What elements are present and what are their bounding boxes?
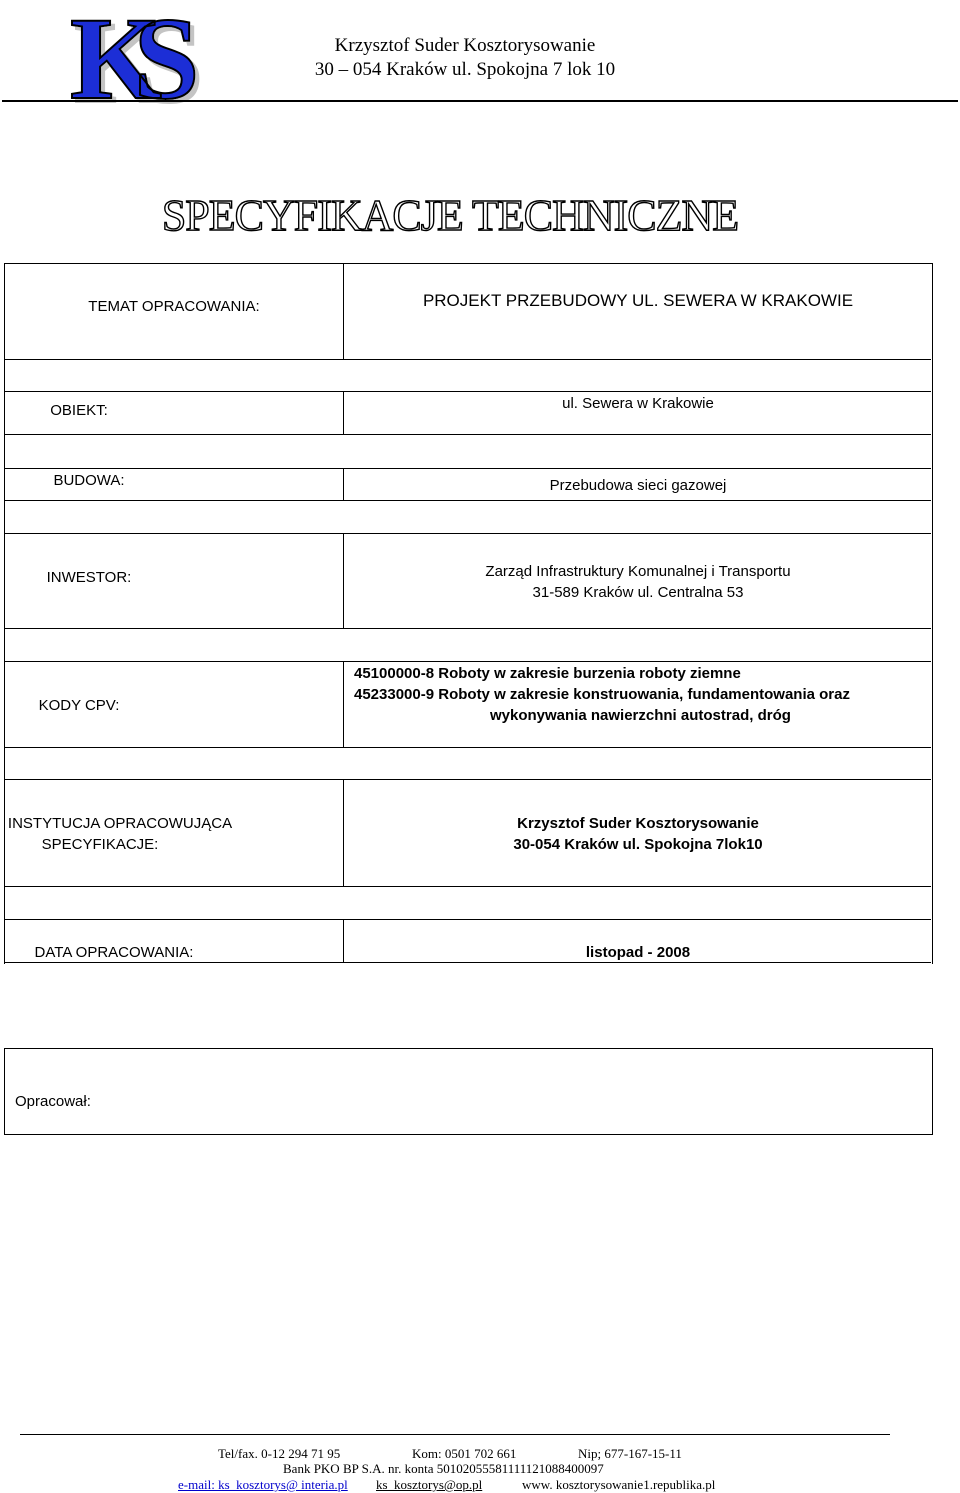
column-divider bbox=[343, 779, 344, 886]
prepared-by-box bbox=[4, 1048, 933, 1135]
row-divider bbox=[4, 779, 931, 780]
footer-bank: Bank PKO BP S.A. nr. konta 50102055581111121088400097 bbox=[283, 1461, 604, 1476]
row-divider bbox=[4, 533, 931, 534]
instytucja-value bbox=[345, 813, 931, 855]
inwestor-line-2: 31-589 Kraków ul. Centralna 53 bbox=[532, 584, 744, 601]
footer-www[interactable]: www. kosztorysowanie1.republika.pl bbox=[522, 1477, 716, 1492]
inwestor-value bbox=[345, 561, 931, 603]
company-name: Krzysztof Suder Kosztorysowanie bbox=[334, 35, 596, 56]
instytucja-value-line-2: 30-054 Kraków ul. Spokojna 7lok10 bbox=[513, 836, 763, 853]
kody-line-1: 45100000-8 Roboty w zakresie burzenia roboty ziemne bbox=[354, 665, 741, 682]
obiekt-label: OBIEKT: bbox=[50, 402, 108, 419]
column-divider bbox=[343, 533, 344, 628]
row-divider bbox=[4, 919, 931, 920]
row-divider bbox=[4, 500, 931, 501]
column-divider bbox=[343, 919, 344, 962]
budowa-label: BUDOWA: bbox=[53, 472, 125, 489]
obiekt-value: ul. Sewera w Krakowie bbox=[562, 395, 714, 412]
footer-rule bbox=[20, 1434, 890, 1435]
footer-email-1[interactable]: e-mail: ks_kosztorys@ interia.pl bbox=[178, 1477, 348, 1492]
instytucja-line-1: INSTYTUCJA OPRACOWUJĄCA bbox=[7, 815, 233, 832]
data-label: DATA OPRACOWANIA: bbox=[34, 944, 194, 961]
footer-tel: Tel/fax. 0-12 294 71 95 bbox=[218, 1446, 341, 1461]
logo-letters: KS bbox=[70, 2, 172, 110]
company-header bbox=[300, 34, 630, 82]
footer-nip: Nip; 677-167-15-11 bbox=[578, 1446, 682, 1461]
document-title: SPECYFIKACJE TECHNICZNE bbox=[161, 191, 739, 240]
row-divider bbox=[4, 391, 931, 392]
temat-value: PROJEKT PRZEBUDOWY UL. SEWERA W KRAKOWIE bbox=[422, 291, 854, 310]
row-divider bbox=[4, 628, 931, 629]
kody-value bbox=[354, 663, 931, 726]
header-rule bbox=[2, 100, 958, 102]
row-divider bbox=[4, 359, 931, 360]
temat-label: TEMAT OPRACOWANIA: bbox=[88, 298, 260, 315]
footer-email-2[interactable] bbox=[354, 1477, 482, 1493]
info-table bbox=[4, 263, 933, 964]
row-divider bbox=[4, 747, 931, 748]
footer-kom: Kom: 0501 702 661 bbox=[412, 1446, 517, 1461]
footer-email-2-text: ks_kosztorys@op.pl bbox=[376, 1477, 483, 1492]
row-divider bbox=[4, 468, 931, 469]
column-divider bbox=[343, 468, 344, 500]
column-divider bbox=[343, 391, 344, 434]
kody-label: KODY CPV: bbox=[38, 697, 120, 714]
inwestor-line-1: Zarząd Infrastruktury Komunalnej i Transportu bbox=[485, 563, 791, 580]
inwestor-label: INWESTOR: bbox=[46, 569, 132, 586]
budowa-value: Przebudowa sieci gazowej bbox=[549, 477, 727, 494]
company-logo bbox=[62, 2, 242, 110]
company-address: 30 – 054 Kraków ul. Spokojna 7 lok 10 bbox=[314, 59, 616, 80]
column-divider bbox=[343, 263, 344, 359]
row-divider bbox=[4, 661, 931, 662]
kody-line-3: wykonywania nawierzchni autostrad, dróg bbox=[490, 707, 791, 724]
column-divider bbox=[343, 661, 344, 747]
instytucja-value-line-1: Krzysztof Suder Kosztorysowanie bbox=[517, 815, 759, 832]
row-divider bbox=[4, 434, 931, 435]
instytucja-line-2: SPECYFIKACJE: bbox=[41, 836, 159, 853]
kody-line-2: 45233000-9 Roboty w zakresie konstruowania, fundamentowania oraz bbox=[354, 686, 850, 703]
row-divider bbox=[4, 886, 931, 887]
prepared-by-label: Opracował: bbox=[15, 1093, 91, 1110]
data-value: listopad - 2008 bbox=[585, 944, 691, 961]
instytucja-label bbox=[0, 813, 315, 855]
